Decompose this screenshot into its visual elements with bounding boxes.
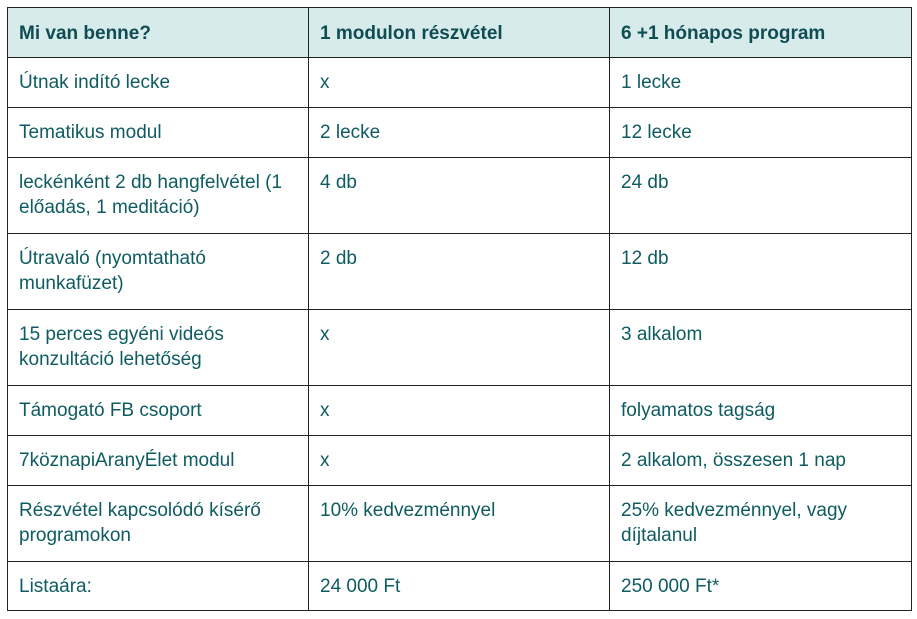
header-full-program: 6 +1 hónapos program: [610, 8, 912, 58]
feature-cell: Útravaló (nyomtatható munkafüzet): [8, 234, 309, 310]
feature-cell: 15 perces egyéni videós konzultáció lehetőség: [8, 310, 309, 386]
full-program-cell: 24 db: [610, 158, 912, 234]
single-module-cell: 4 db: [309, 158, 610, 234]
full-program-cell: folyamatos tagság: [610, 386, 912, 436]
single-module-cell: 2 db: [309, 234, 610, 310]
feature-cell: Részvétel kapcsolódó kísérő programokon: [8, 486, 309, 562]
table-header-row: [8, 8, 912, 58]
feature-cell: Támogató FB csoport: [8, 386, 309, 436]
full-program-cell: 12 db: [610, 234, 912, 310]
full-program-cell: 1 lecke: [610, 58, 912, 108]
feature-cell: Útnak indító lecke: [8, 58, 309, 108]
header-single-module: 1 modulon részvétel: [309, 8, 610, 58]
single-module-cell: 2 lecke: [309, 108, 610, 158]
feature-cell: leckénként 2 db hangfelvétel (1 előadás, 1 meditáció): [8, 158, 309, 234]
table-row: [8, 436, 912, 486]
table-row: [8, 486, 912, 562]
table-row: [8, 234, 912, 310]
feature-cell: Tematikus modul: [8, 108, 309, 158]
table-row: [8, 386, 912, 436]
single-module-cell: x: [309, 436, 610, 486]
full-program-cell: 25% kedvezménnyel, vagy díjtalanul: [610, 486, 912, 562]
header-whats-included: Mi van benne?: [8, 8, 309, 58]
pricing-comparison-table: [7, 7, 912, 611]
full-program-price-cell: 250 000 Ft*: [610, 562, 912, 611]
feature-cell: 7köznapiAranyÉlet modul: [8, 436, 309, 486]
single-module-cell: x: [309, 310, 610, 386]
single-module-cell: x: [309, 58, 610, 108]
table-row: [8, 310, 912, 386]
single-module-price-cell: 24 000 Ft: [309, 562, 610, 611]
single-module-cell: 10% kedvezménnyel: [309, 486, 610, 562]
table-row-price: [8, 562, 912, 611]
single-module-cell: x: [309, 386, 610, 436]
table-row: [8, 58, 912, 108]
table-row: [8, 108, 912, 158]
full-program-cell: 3 alkalom: [610, 310, 912, 386]
full-program-cell: 2 alkalom, összesen 1 nap: [610, 436, 912, 486]
price-label-cell: Listaára:: [8, 562, 309, 611]
full-program-cell: 12 lecke: [610, 108, 912, 158]
table-row: [8, 158, 912, 234]
